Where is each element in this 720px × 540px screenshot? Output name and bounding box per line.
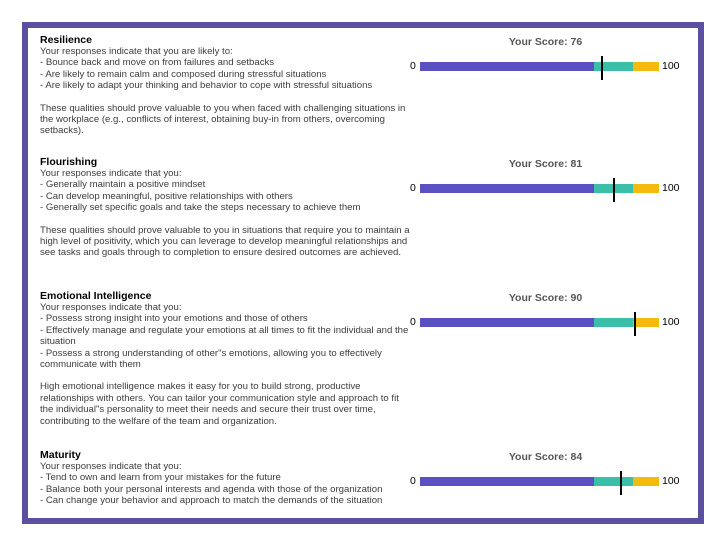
section-intro: Your responses indicate that you:	[40, 168, 182, 179]
score-marker	[620, 471, 622, 495]
score-gauge	[408, 156, 698, 216]
score-label: Your Score: 76	[508, 36, 583, 48]
section-text	[40, 34, 410, 137]
section-intro: Your responses indicate that you:	[40, 302, 182, 313]
bullet: - Balance both your personal interests and agenda with those of the organization	[40, 483, 383, 495]
score-bar	[420, 62, 659, 71]
bar-segment-high	[633, 318, 659, 327]
bullet: - Can change your behavior and approach to match the demands of the situation	[40, 495, 383, 507]
score-bar	[420, 477, 659, 486]
score-label: Your Score: 84	[508, 451, 583, 463]
bar-segment-high	[633, 477, 659, 486]
bullet: - Effectively manage and regulate your emotions at all times to fit the individual and the situation	[40, 324, 409, 348]
bullet: - Are likely to remain calm and composed during stressful situations	[40, 68, 327, 80]
bar-segment-mid	[594, 318, 632, 327]
score-gauge	[408, 449, 698, 509]
scale-min: 0	[410, 60, 416, 72]
scale-min: 0	[410, 475, 416, 487]
bar-segment-low	[420, 62, 594, 71]
section-title: Maturity	[40, 449, 81, 461]
scale-max: 100	[662, 316, 680, 328]
bullet: - Are likely to adapt your thinking and behavior to cope with stressful situations	[40, 80, 373, 92]
bar-segment-low	[420, 318, 594, 327]
bullet: - Can develop meaningful, positive relationships with others	[40, 190, 293, 202]
bullet: - Possess strong insight into your emotions and those of others	[40, 313, 308, 325]
score-bar	[420, 184, 659, 193]
section-title: Emotional Intelligence	[40, 290, 152, 302]
score-gauge	[408, 290, 698, 350]
bar-segment-mid	[594, 477, 632, 486]
section-intro: Your responses indicate that you are likely to:	[40, 46, 233, 57]
section-summary: These qualities should prove valuable to you in situations that require you to maintain a high level of positivity, which you can leverage to develop meaningful relationships and see tasks and goals through to completion to ensure desired outcomes are achieved.	[40, 224, 410, 259]
section-text	[40, 449, 410, 507]
bullet: - Bounce back and move on from failures and setbacks	[40, 57, 275, 69]
section-text	[40, 290, 410, 427]
scale-max: 100	[662, 475, 680, 487]
scale-min: 0	[410, 316, 416, 328]
section-intro: Your responses indicate that you:	[40, 461, 182, 472]
section-summary: High emotional intelligence makes it easy for you to build strong, productive relationships with others. You can tailor your communication style and approach to fit the individual"s personality to meet their needs and secure their trust over time, contributing to the welfare of the team and organization.	[40, 381, 399, 427]
score-label: Your Score: 81	[508, 158, 583, 170]
bar-segment-low	[420, 184, 594, 193]
bullet: - Tend to own and learn from your mistakes for the future	[40, 472, 281, 484]
bullet: - Generally set specific goals and take the steps necessary to achieve them	[40, 202, 361, 214]
bar-segment-low	[420, 477, 594, 486]
section-title: Flourishing	[40, 156, 98, 168]
score-marker	[613, 178, 615, 202]
bullet: - Generally maintain a positive mindset	[40, 179, 206, 191]
section-summary: These qualities should prove valuable to you when faced with challenging situations in the workplace (e.g., conflicts of interest, obtaining buy-in from others, overcoming setbacks).	[40, 102, 406, 137]
section-title: Resilience	[40, 34, 92, 46]
report-frame	[22, 22, 704, 524]
bar-segment-high	[633, 184, 659, 193]
section-text	[40, 156, 410, 259]
bar-segment-high	[633, 62, 659, 71]
score-marker	[634, 312, 636, 336]
scale-min: 0	[410, 182, 416, 194]
scale-max: 100	[662, 60, 680, 72]
scale-max: 100	[662, 182, 680, 194]
score-marker	[601, 56, 603, 80]
score-gauge	[408, 34, 698, 94]
score-label: Your Score: 90	[508, 292, 583, 304]
score-bar	[420, 318, 659, 327]
bullet: - Possess a strong understanding of other"s emotions, allowing you to effectively communicate with them	[40, 347, 382, 371]
